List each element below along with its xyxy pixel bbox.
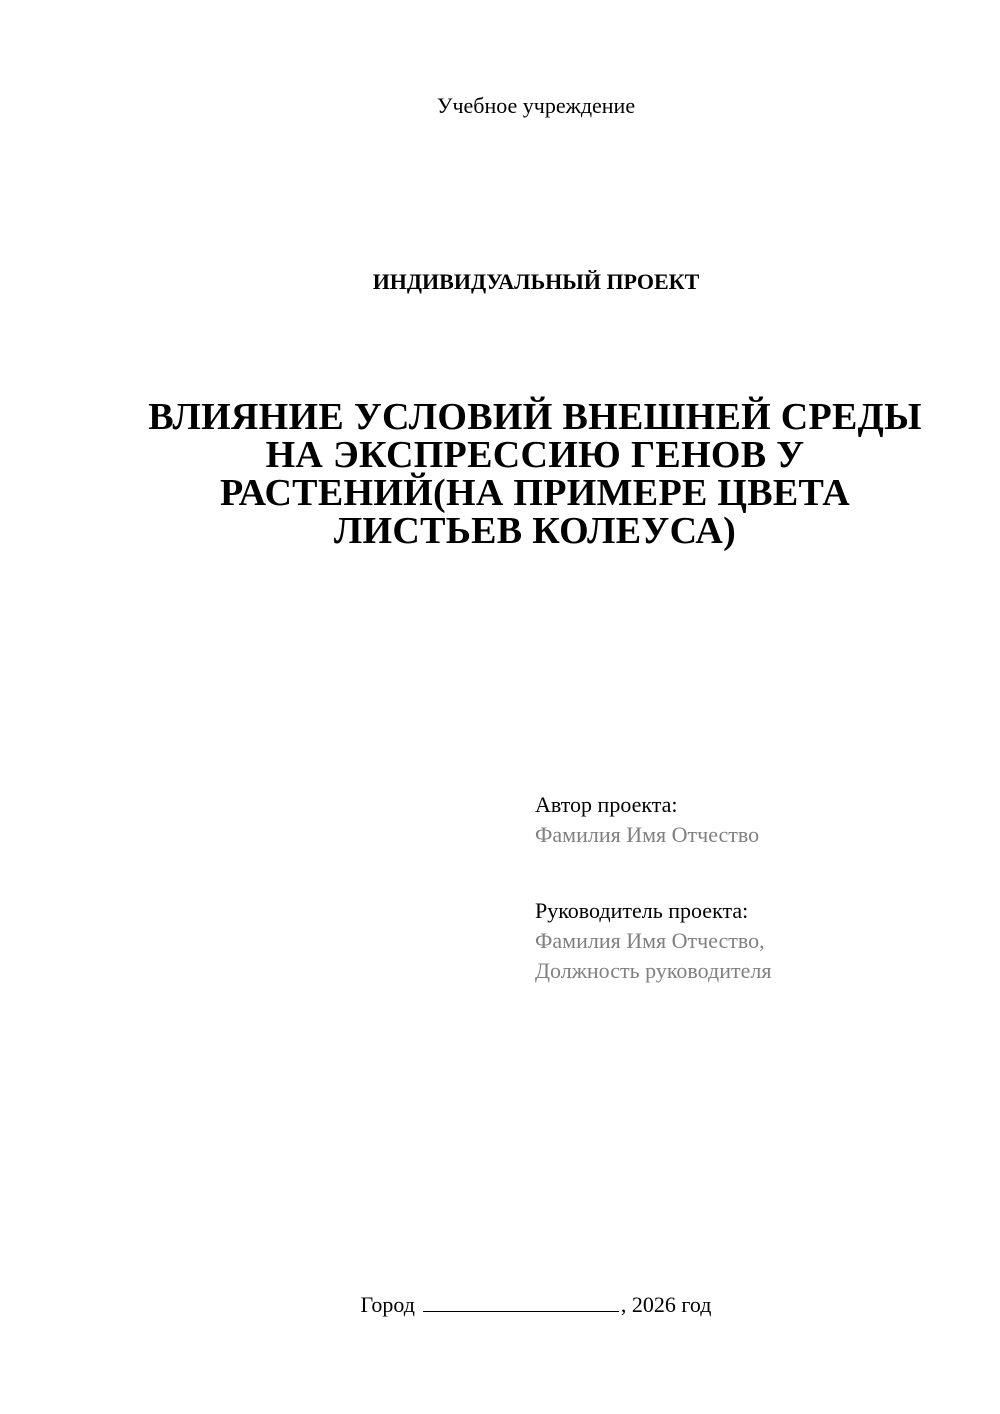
footer-city-year <box>0 1291 1000 1319</box>
supervisor-name: Фамилия Имя Отчество, <box>535 928 765 953</box>
project-title-line: РАСТЕНИЙ(НА ПРИМЕРЕ ЦВЕТА <box>219 472 851 514</box>
year-text: , 2026 год <box>620 1292 712 1317</box>
institution-name: Учебное учреждение <box>436 93 636 118</box>
author-block <box>535 790 975 850</box>
project-title-line: ЛИСТЬЕВ КОЛЕУСА) <box>333 510 737 552</box>
supervisor-position: Должность руководителя <box>535 958 772 983</box>
project-type-heading: ИНДИВИДУАЛЬНЫЙ ПРОЕКТ <box>372 269 700 294</box>
author-label: Автор проекта: <box>535 792 678 817</box>
project-title <box>100 398 970 550</box>
city-label: Город <box>360 1292 415 1317</box>
city-blank-line <box>423 1291 619 1312</box>
supervisor-label: Руководитель проекта: <box>535 898 749 923</box>
supervisor-block <box>535 896 975 986</box>
project-title-line: ВЛИЯНИЕ УСЛОВИЙ ВНЕШНЕЙ СРЕДЫ <box>148 396 922 438</box>
author-name: Фамилия Имя Отчество <box>535 822 760 847</box>
project-title-line: НА ЭКСПРЕССИЮ ГЕНОВ У <box>265 434 805 476</box>
